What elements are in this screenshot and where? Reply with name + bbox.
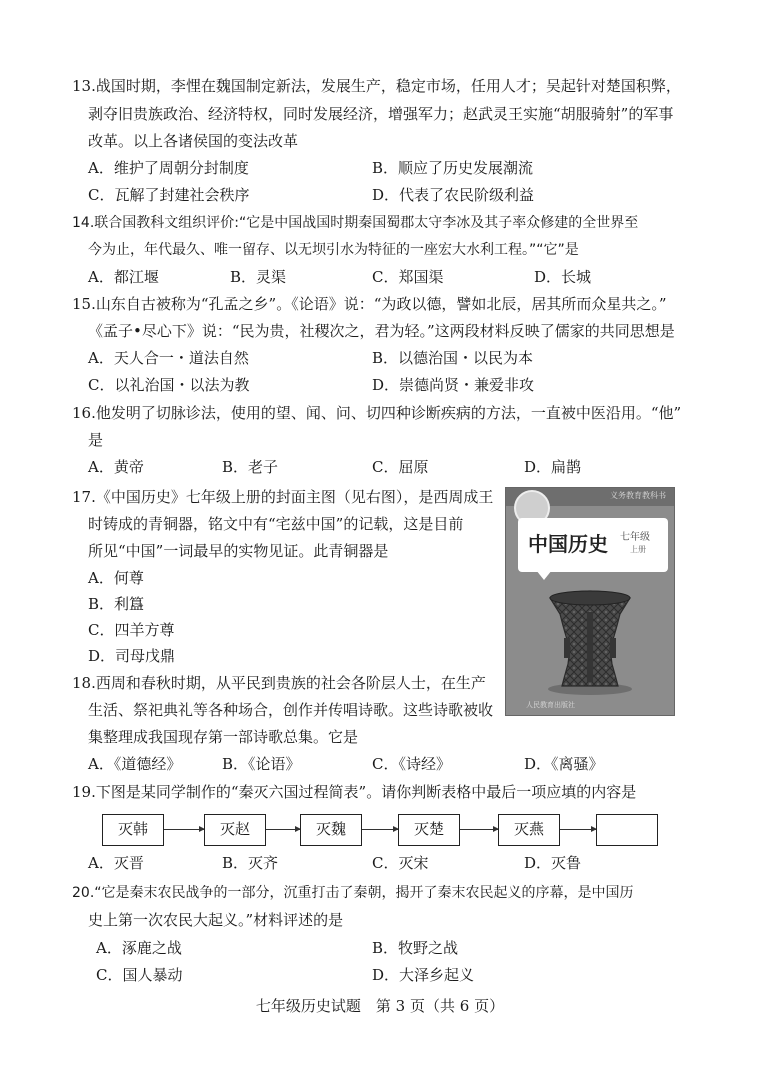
q18-option-c: C．《诗经》 xyxy=(372,755,451,773)
q13-line-2: 剥夺旧贵族政治、经济特权，同时发展经济，增强军力；赵武灵王实施“胡服骑射”的军事 xyxy=(88,105,674,123)
q20-option-d: D．大泽乡起义 xyxy=(372,966,475,984)
q13-option-a: A．维护了周朝分封制度 xyxy=(88,159,249,177)
q13-line-3: 改革。以上各诸侯国的变法改革 xyxy=(88,132,299,150)
q17-line-2: 时铸成的青铜器，铭文中有“宅兹中国”的记载，这是目前 xyxy=(88,515,464,533)
q19-option-a: A．灭晋 xyxy=(88,854,144,872)
q13-option-c: C．瓦解了封建社会秩序 xyxy=(88,186,250,204)
flow-box-blank xyxy=(596,814,658,846)
q14-option-c: C．郑国渠 xyxy=(372,268,444,286)
q17-option-a: A．何尊 xyxy=(88,569,144,587)
q20-line-2: 史上第一次农民大起义。”材料评述的是 xyxy=(88,911,344,929)
q18-option-d: D．《离骚》 xyxy=(524,755,604,773)
q19-option-d: D．灭鲁 xyxy=(524,854,582,872)
q18-line-2: 生活、祭祀典礼等各种场合，创作并传唱诗歌。这些诗歌被收 xyxy=(88,701,494,719)
cover-band-text: 义务教育教科书 xyxy=(610,491,666,500)
flow-arrow-1 xyxy=(164,829,204,830)
textbook-cover-image xyxy=(505,487,675,716)
q17-line-1: 17.《中国历史》七年级上册的封面主图（见右图），是西周成王 xyxy=(72,488,494,506)
q14-line-2: 今为止，年代最久、唯一留存、以无坝引水为特征的一座宏大水利工程。”“它”是 xyxy=(88,242,579,258)
page-footer: 七年级历史试题 第 3 页（共 6 页） xyxy=(255,997,505,1015)
flow-box-2: 灭赵 xyxy=(204,814,266,846)
q13-line-1: 13.战国时期，李悝在魏国制定新法，发展生产，稳定市场，任用人才；吴起针对楚国积弊， xyxy=(72,77,681,95)
q19-option-c: C．灭宋 xyxy=(372,854,429,872)
flow-box-4: 灭楚 xyxy=(398,814,460,846)
q16-option-b: B．老子 xyxy=(222,458,279,476)
q17-line-3: 所见“中国”一词最早的实物见证。此青铜器是 xyxy=(88,542,389,560)
flow-box-5: 灭燕 xyxy=(498,814,560,846)
q16-option-d: D．扁鹊 xyxy=(524,458,582,476)
q19-option-b: B．灭齐 xyxy=(222,854,279,872)
q16-line-1: 16.他发明了切脉诊法，使用的望、闻、问、切四种诊断疾病的方法，一直被中医沿用。“他” xyxy=(72,404,682,422)
q20-option-c: C．国人暴动 xyxy=(96,966,183,984)
q18-option-b: B．《论语》 xyxy=(222,755,301,773)
q14-option-d: D．长城 xyxy=(534,268,592,286)
q18-option-a: A．《道德经》 xyxy=(88,755,182,773)
q15-option-b: B．以德治国・以民为本 xyxy=(372,349,534,367)
q14-option-b: B．灵渠 xyxy=(230,268,287,286)
q16-option-c: C．屈原 xyxy=(372,458,429,476)
flow-arrow-2 xyxy=(266,829,300,830)
q18-line-1: 18.西周和春秋时期，从平民到贵族的社会各阶层人士，在生产 xyxy=(72,674,486,692)
cover-volume: 上册 xyxy=(630,545,646,554)
cover-publisher: 人民教育出版社 xyxy=(526,701,575,709)
bronze-vessel-icon xyxy=(506,488,674,715)
q19-line-1: 19.下图是某同学制作的“秦灭六国过程简表”。请你判断表格中最后一项应填的内容是 xyxy=(72,783,637,801)
flow-arrow-4 xyxy=(460,829,498,830)
q15-line-1: 15.山东自古被称为“孔孟之乡”。《论语》说：“为政以德，譬如北辰，居其所而众星共之。” xyxy=(72,295,667,313)
q16-option-a: A．黄帝 xyxy=(88,458,144,476)
q15-line-2: 《孟子•尽心下》说：“民为贵，社稷次之，君为轻。”这两段材料反映了儒家的共同思想是 xyxy=(88,322,675,340)
q15-option-a: A．天人合一・道法自然 xyxy=(88,349,249,367)
q18-line-3: 集整理成我国现存第一部诗歌总集。它是 xyxy=(88,728,359,746)
q16-line-2: 是 xyxy=(88,431,104,449)
q17-option-d: D．司母戊鼎 xyxy=(88,647,176,665)
q17-option-c: C．四羊方尊 xyxy=(88,621,175,639)
flow-arrow-3 xyxy=(362,829,398,830)
q14-option-a: A．都江堰 xyxy=(88,268,159,286)
cover-grade: 七年级 xyxy=(620,532,650,543)
q15-option-c: C．以礼治国・以法为教 xyxy=(88,376,250,394)
cover-title: 中国历史 xyxy=(528,532,608,556)
flow-box-3: 灭魏 xyxy=(300,814,362,846)
q17-option-b: B．利簋 xyxy=(88,595,145,613)
q13-option-b: B．顺应了历史发展潮流 xyxy=(372,159,534,177)
flow-arrow-5 xyxy=(560,829,596,830)
q15-option-d: D．崇德尚贤・兼爱非攻 xyxy=(372,376,535,394)
q14-line-1: 14.联合国教科文组织评价:“它是中国战国时期秦国蜀郡太守李冰及其子率众修建的全世界至 xyxy=(72,215,639,231)
q20-option-a: A．涿鹿之战 xyxy=(96,939,182,957)
q20-line-1: 20.“它是秦末农民战争的一部分，沉重打击了秦朝，揭开了秦末农民起义的序幕，是中国历 xyxy=(72,885,634,901)
q13-option-d: D．代表了农民阶级利益 xyxy=(372,186,535,204)
flow-box-1: 灭韩 xyxy=(102,814,164,846)
q20-option-b: B．牧野之战 xyxy=(372,939,459,957)
